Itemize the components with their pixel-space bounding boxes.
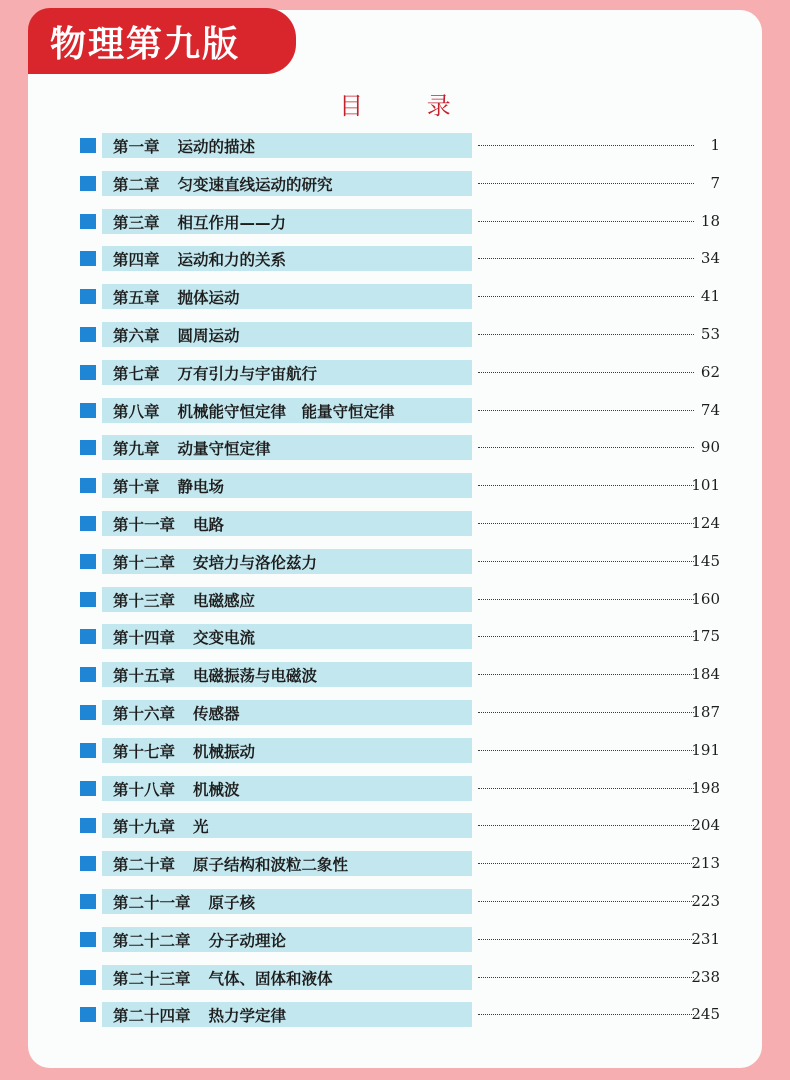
toc-heading: 目 录: [339, 92, 479, 120]
toc-entry[interactable]: [0, 243, 790, 281]
square-bullet-icon: [80, 781, 96, 796]
page-number: 187: [691, 702, 720, 721]
chapter-name: 传感器: [193, 704, 240, 723]
toc-entry[interactable]: [0, 168, 790, 206]
chapter-number: 第十四章: [113, 629, 176, 648]
table-of-contents: [0, 130, 790, 1037]
chapter-name: 光: [193, 818, 209, 837]
page-number: 160: [691, 589, 720, 608]
dot-leader: [478, 788, 694, 789]
square-bullet-icon: [80, 289, 96, 304]
chapter-name: 静电场: [177, 478, 225, 497]
page-number: 213: [691, 854, 720, 873]
chapter-name: 机械波: [193, 780, 240, 799]
dot-leader: [478, 258, 694, 259]
toc-entry[interactable]: [0, 395, 790, 433]
toc-entry[interactable]: [0, 735, 790, 773]
toc-entry[interactable]: [0, 810, 790, 848]
dot-leader: [478, 296, 694, 297]
chapter-name: 圆周运动: [177, 326, 240, 345]
square-bullet-icon: [80, 176, 96, 191]
chapter-name: 分子动理论: [208, 931, 287, 950]
toc-entry[interactable]: [0, 697, 790, 735]
chapter-number: 第十八章: [113, 780, 176, 799]
chapter-number: 第十七章: [113, 742, 176, 761]
dot-leader: [478, 523, 694, 524]
toc-entry[interactable]: [0, 206, 790, 244]
chapter-title: [113, 173, 333, 195]
toc-entry[interactable]: [0, 281, 790, 319]
chapter-name: 电磁感应: [193, 591, 256, 610]
toc-entry[interactable]: [0, 773, 790, 811]
toc-entry[interactable]: [0, 470, 790, 508]
chapter-number: 第二章: [113, 175, 160, 194]
square-bullet-icon: [80, 705, 96, 720]
chapter-number: 第四章: [113, 251, 160, 270]
square-bullet-icon: [80, 894, 96, 909]
chapter-number: 第九章: [113, 440, 160, 459]
toc-entry[interactable]: [0, 999, 790, 1037]
dot-leader: [478, 485, 694, 486]
square-bullet-icon: [80, 478, 96, 493]
chapter-title: [113, 324, 240, 346]
toc-entry[interactable]: [0, 319, 790, 357]
square-bullet-icon: [80, 214, 96, 229]
chapter-number: 第二十四章: [113, 1007, 191, 1026]
square-bullet-icon: [80, 818, 96, 833]
dot-leader: [478, 977, 694, 978]
chapter-name: 机械能守恒定律 能量守恒定律: [177, 402, 395, 421]
chapter-name: 运动的描述: [177, 138, 256, 156]
square-bullet-icon: [80, 440, 96, 455]
square-bullet-icon: [80, 629, 96, 644]
dot-leader: [478, 674, 694, 675]
chapter-title: [113, 664, 317, 686]
square-bullet-icon: [80, 138, 96, 153]
chapter-number: 第八章: [113, 402, 160, 421]
page-number: 90: [700, 438, 720, 457]
page-number: 18: [700, 211, 720, 230]
chapter-number: 第五章: [113, 289, 160, 308]
square-bullet-icon: [80, 516, 96, 531]
square-bullet-icon: [80, 970, 96, 985]
page-number: 238: [691, 967, 720, 986]
chapter-number: 第十五章: [113, 667, 176, 686]
chapter-title: [113, 1004, 286, 1026]
dot-leader: [478, 372, 694, 373]
chapter-title: [113, 513, 224, 535]
chapter-name: 运动和力的关系: [177, 251, 287, 270]
toc-entry[interactable]: [0, 584, 790, 622]
chapter-number: 第三章: [113, 213, 160, 232]
chapter-title: [113, 702, 240, 724]
dot-leader: [478, 901, 694, 902]
chapter-title: [113, 135, 255, 157]
chapter-number: 第十六章: [113, 704, 176, 723]
page-number: 62: [700, 362, 720, 381]
chapter-name: 电磁振荡与电磁波: [193, 667, 318, 686]
chapter-title: [113, 248, 286, 270]
chapter-number: 第十九章: [113, 818, 176, 837]
page-number: 41: [700, 287, 720, 306]
chapter-title: [113, 626, 255, 648]
chapter-title: [113, 589, 255, 611]
square-bullet-icon: [80, 403, 96, 418]
chapter-title: [113, 551, 317, 573]
square-bullet-icon: [80, 365, 96, 380]
chapter-title: [113, 400, 395, 422]
chapter-title: [113, 286, 240, 308]
chapter-number: 第二十章: [113, 856, 176, 875]
square-bullet-icon: [80, 932, 96, 947]
toc-entry[interactable]: [0, 848, 790, 886]
toc-entry[interactable]: [0, 130, 790, 168]
chapter-title: [113, 740, 255, 762]
chapter-title: [113, 853, 348, 875]
dot-leader: [478, 145, 694, 146]
chapter-number: 第十二章: [113, 553, 176, 572]
page-number: 124: [691, 513, 720, 532]
square-bullet-icon: [80, 743, 96, 758]
chapter-name: 交变电流: [193, 629, 256, 648]
chapter-name: 电路: [193, 515, 225, 534]
toc-entry[interactable]: [0, 432, 790, 470]
page-number: 145: [691, 551, 720, 570]
chapter-title: [113, 815, 209, 837]
dot-leader: [478, 183, 694, 184]
chapter-name: 相互作用——力: [177, 213, 287, 232]
page-number: 175: [691, 627, 720, 646]
square-bullet-icon: [80, 856, 96, 871]
chapter-name: 机械振动: [193, 742, 256, 761]
page-number: 223: [691, 891, 720, 910]
square-bullet-icon: [80, 592, 96, 607]
dot-leader: [478, 636, 694, 637]
chapter-number: 第十一章: [113, 515, 176, 534]
chapter-title: [113, 891, 255, 913]
page-number: 53: [700, 324, 720, 343]
toc-entry[interactable]: [0, 886, 790, 924]
chapter-number: 第七章: [113, 364, 160, 383]
chapter-number: 第六章: [113, 326, 160, 345]
toc-entry[interactable]: [0, 962, 790, 1000]
page-number: 7: [710, 173, 720, 192]
toc-entry[interactable]: [0, 621, 790, 659]
toc-entry[interactable]: [0, 924, 790, 962]
chapter-number: 第十章: [113, 478, 160, 497]
page-number: 231: [691, 929, 720, 948]
dot-leader: [478, 825, 694, 826]
dot-leader: [478, 1014, 694, 1015]
chapter-name: 匀变速直线运动的研究: [177, 175, 333, 194]
dot-leader: [478, 712, 694, 713]
page-number: 245: [691, 1005, 720, 1024]
subject-tab: 物理第九版: [28, 8, 296, 74]
chapter-name: 气体、固体和液体: [208, 969, 333, 988]
toc-entry[interactable]: [0, 508, 790, 546]
dot-leader: [478, 939, 694, 940]
chapter-number: 第二十三章: [113, 969, 191, 988]
page-number: 191: [691, 740, 720, 759]
square-bullet-icon: [80, 1007, 96, 1022]
dot-leader: [478, 410, 694, 411]
dot-leader: [478, 447, 694, 448]
chapter-title: [113, 967, 333, 989]
chapter-title: [113, 437, 271, 459]
dot-leader: [478, 561, 694, 562]
page-number: 204: [691, 816, 720, 835]
toc-entry[interactable]: [0, 659, 790, 697]
dot-leader: [478, 863, 694, 864]
chapter-number: 第二十二章: [113, 931, 191, 950]
square-bullet-icon: [80, 251, 96, 266]
page-number: 1: [710, 136, 720, 154]
toc-entry[interactable]: [0, 546, 790, 584]
dot-leader: [478, 750, 694, 751]
chapter-name: 抛体运动: [177, 289, 240, 308]
page-number: 101: [691, 476, 720, 495]
chapter-name: 万有引力与宇宙航行: [177, 364, 318, 383]
page-number: 198: [691, 778, 720, 797]
chapter-name: 原子核: [208, 893, 256, 912]
dot-leader: [478, 599, 694, 600]
page-number: 34: [700, 249, 720, 268]
chapter-title: [113, 211, 286, 233]
square-bullet-icon: [80, 327, 96, 342]
chapter-number: 第一章: [113, 138, 160, 156]
chapter-title: [113, 778, 240, 800]
chapter-title: [113, 475, 224, 497]
toc-entry[interactable]: [0, 357, 790, 395]
chapter-name: 安培力与洛伦兹力: [193, 553, 318, 572]
chapter-name: 原子结构和波粒二象性: [193, 856, 349, 875]
page-number: 184: [691, 665, 720, 684]
square-bullet-icon: [80, 667, 96, 682]
dot-leader: [478, 221, 694, 222]
chapter-name: 热力学定律: [208, 1007, 287, 1026]
chapter-title: [113, 362, 317, 384]
chapter-number: 第二十一章: [113, 893, 191, 912]
chapter-title: [113, 929, 286, 951]
square-bullet-icon: [80, 554, 96, 569]
dot-leader: [478, 334, 694, 335]
chapter-number: 第十三章: [113, 591, 176, 610]
chapter-name: 动量守恒定律: [177, 440, 271, 459]
page-number: 74: [700, 400, 720, 419]
